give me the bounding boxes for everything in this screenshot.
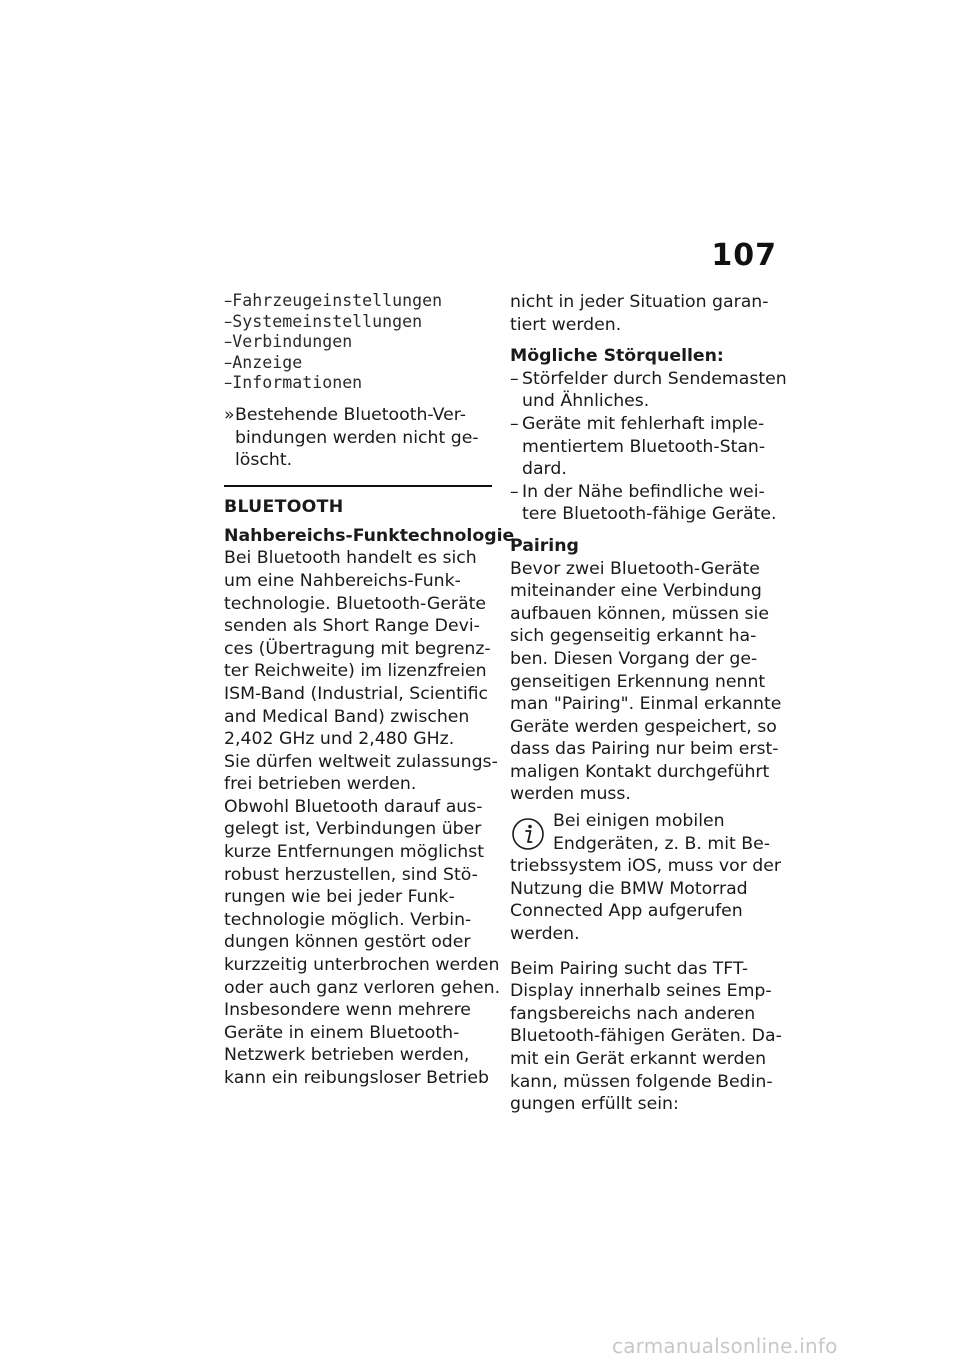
left-column	[224, 291, 515, 1090]
menu-path-list	[224, 291, 492, 394]
menu-path-item: –Verbindungen	[224, 332, 353, 352]
paragraph-interference: Obwohl Bluetooth darauf aus- gelegt ist, Verbindungen über kurze Entfernungen möglichst robust herzustellen, sind Stö- rungen wie bei jeder Funk- technologie möglich. Verbin- dungen können gestört oder kurzzeitig unterbrochen werden oder auch ganz verloren gehen. Insbesondere wenn mehrere Geräte in einem Bluetooth- Netzwerk betrieben werden, kann ein reibungsloser Betrieb	[224, 796, 501, 1088]
list-item: – Geräte mit fehlerhaft imple- mentiertem Bluetooth-Stan- dard.	[510, 413, 766, 480]
menu-path-item: –Anzeige	[224, 352, 303, 372]
menu-path-item: –Fahrzeugeinstellungen	[224, 291, 443, 310]
result-arrow-icon: »	[224, 404, 235, 425]
interference-list	[510, 368, 787, 526]
subheading: Nahbereichs-Funktechnologie	[224, 525, 515, 546]
watermark: carmanualsonline.info	[612, 1334, 838, 1358]
section-divider	[224, 485, 492, 487]
info-note: Bei einigen mobilen Endgeräten, z. B. mit Be- triebssystem iOS, muss vor der Nutzung die BMW Motorrad Connected App aufgerufen werden.	[510, 811, 782, 945]
page-number: 107	[711, 238, 777, 273]
interference-heading: Mögliche Störquellen:	[510, 346, 724, 367]
menu-path-item: –Systemeinstellungen	[224, 311, 423, 331]
paragraph-continuation: nicht in jeder Situation garan- tiert werden.	[510, 292, 769, 335]
paragraph-intro: Bei Bluetooth handelt es sich um eine Nahbereichs-Funk- technologie. Bluetooth-Geräte senden als Short Range Devi- ces (Übertragung mit begrenz- ter Reichweite) im lizenzfreien ISM-Band (Industrial, Scientific and Medical Band) zwischen 2,402 GHz und 2,480 GHz. Sie dürfen weltweit zulassungs- frei betrieben werden.	[224, 548, 498, 795]
list-item: – In der Nähe befindliche wei- tere Bluetooth-fähige Geräte.	[510, 481, 777, 525]
pairing-heading: Pairing	[510, 535, 579, 556]
info-icon	[510, 816, 546, 852]
menu-path-item: –Informationen	[224, 373, 363, 393]
section-title: BLUETOOTH	[224, 496, 344, 517]
paragraph-pairing: Bevor zwei Bluetooth-Geräte miteinander eine Verbindung aufbauen können, müssen sie sich gegenseitig erkannt ha- ben. Diesen Vorgang der ge- genseitigen Erkennung nennt man "Pairing". Einmal erkannte Geräte werden gespeichert, so dass das Pairing nur beim erst- maligen Kontakt durchgeführt werden muss.	[510, 558, 782, 805]
result-note: » Bestehende Bluetooth-Ver- bindungen werden nicht ge- löscht.	[224, 404, 479, 471]
paragraph-pairing-search: Beim Pairing sucht das TFT- Display innerhalb seines Emp- fangsbereichs nach anderen Bluetooth-fähigen Geräten. Da- mit ein Gerät erkannt werden kann, müssen folgende Bedin- gungen erfüllt sein:	[510, 958, 782, 1115]
right-column	[510, 291, 787, 1116]
list-item: – Störfelder durch Sendemasten und Ähnliches.	[510, 368, 787, 412]
